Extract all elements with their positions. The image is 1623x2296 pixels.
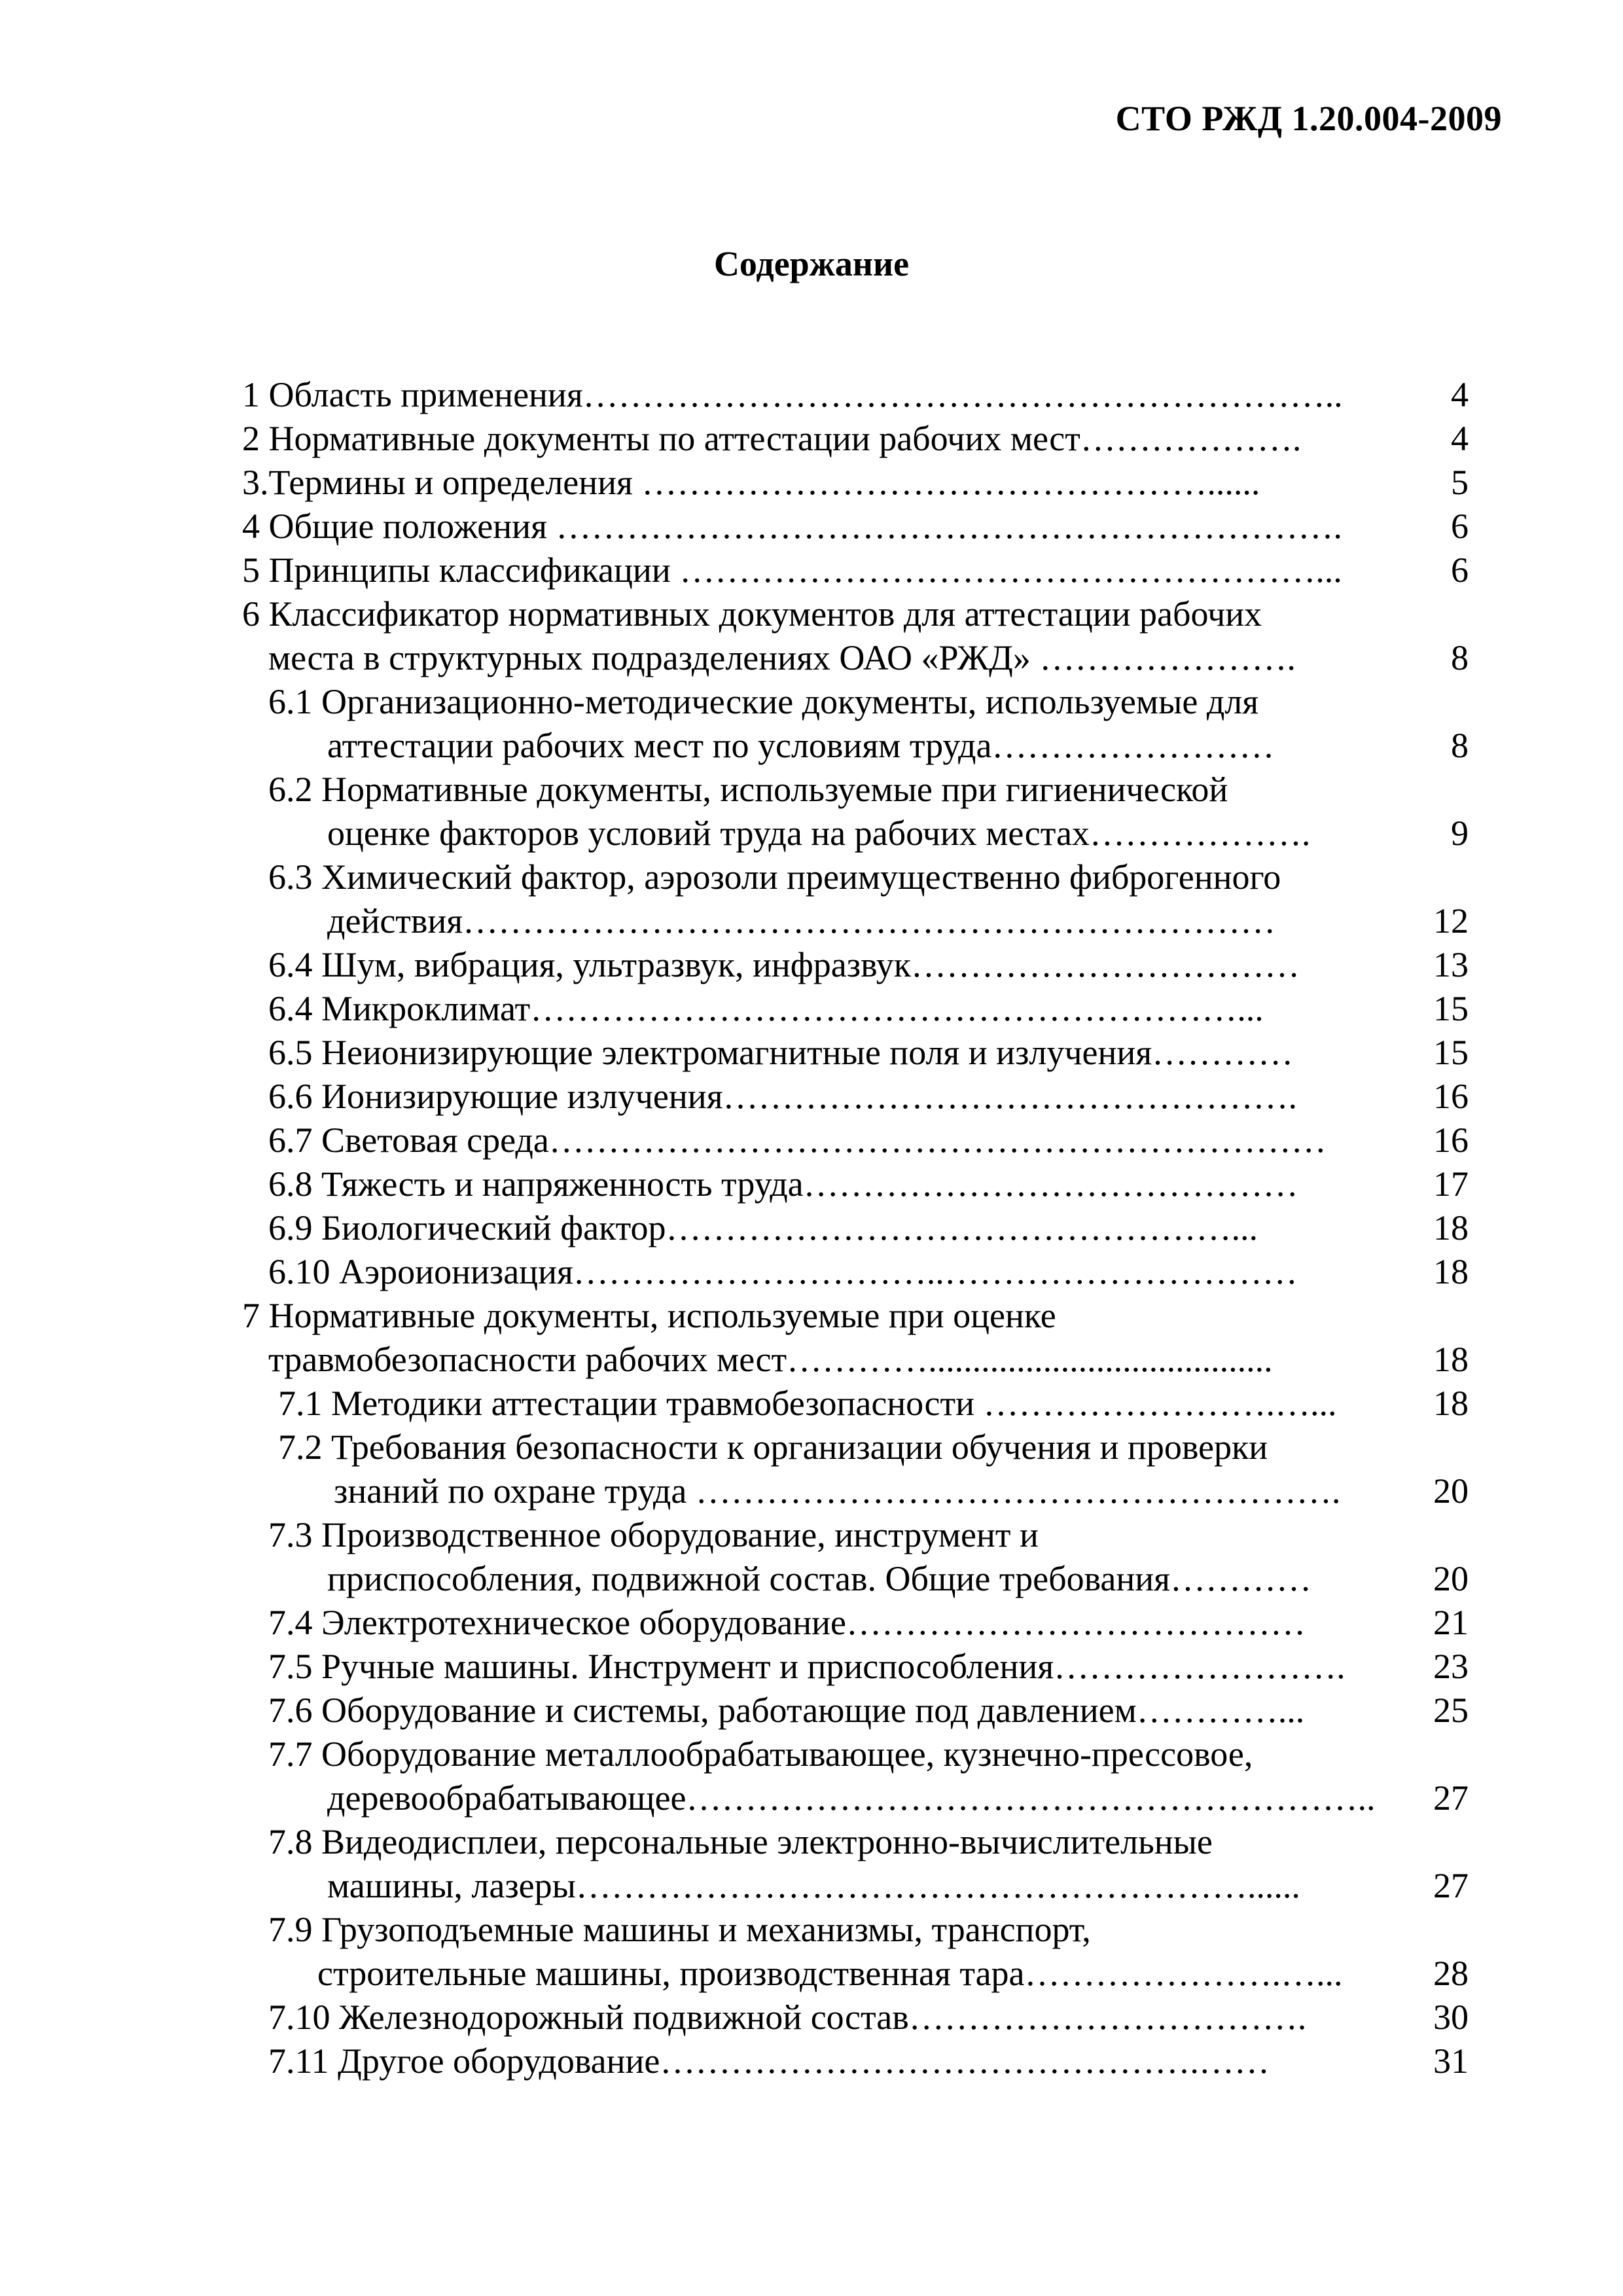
toc-entry-text: 7.6 Оборудование и системы, работающие под давлением…………...	[268, 1691, 1305, 1730]
toc-entry-page: 21	[1433, 1603, 1469, 1642]
toc-entry-text: 6.8 Тяжесть и напряженность труда……………………………………	[268, 1164, 1298, 1204]
toc-entry-text: 5 Принципы классификации ………………………………………………...	[242, 550, 1342, 590]
toc-entry	[0, 812, 1623, 855]
toc-entry	[0, 1075, 1623, 1119]
toc-entry-page: 16	[1433, 1121, 1469, 1160]
toc-entry-text: знаний по охране труда ……………………………………………….	[334, 1471, 1341, 1511]
toc-entry-page: 12	[1433, 901, 1469, 941]
toc-entry	[0, 548, 1623, 592]
toc-entry	[0, 2039, 1623, 2083]
toc-entry	[0, 1206, 1623, 1250]
toc-entry	[0, 1952, 1623, 1996]
toc-entry-page: 4	[1451, 419, 1469, 458]
toc-entry-text: аттестации рабочих мест по условиям труда……………………	[327, 726, 1275, 765]
toc-entry-text: 7.8 Видеодисплеи, персональные электронно-вычислительные	[268, 1822, 1213, 1861]
toc-entry-text: 7 Нормативные документы, используемые при оценке	[242, 1296, 1056, 1335]
toc-entry-text: 3.Термины и определения …………………………………………......	[242, 463, 1260, 502]
toc-entry	[0, 855, 1623, 899]
toc-entry-page: 8	[1451, 726, 1469, 765]
document-code: СТО РЖД 1.20.004-2009	[1115, 99, 1502, 138]
toc-entry	[0, 373, 1623, 417]
toc-entry-text: 6.6 Ионизирующие излучения………………………………………….	[268, 1077, 1298, 1116]
toc-entry-text: 7.2 Требования безопасности к организации обучения и проверки	[278, 1427, 1268, 1467]
toc-entry	[0, 680, 1623, 724]
toc-title: Содержание	[713, 244, 910, 283]
toc-entry	[0, 1338, 1623, 1382]
toc-entry-page: 27	[1433, 1778, 1469, 1818]
toc-entry-page: 18	[1433, 1340, 1469, 1379]
toc-entry-page: 9	[1451, 814, 1469, 853]
toc-entry-page: 4	[1451, 375, 1469, 414]
toc-entry	[0, 724, 1623, 768]
toc-entry-text: действия……………………………………………………………	[327, 901, 1276, 941]
toc-entry-text: 6.5 Неионизирующие электромагнитные поля и излучения…………	[268, 1033, 1294, 1072]
toc-entry-text: 6.9 Биологический фактор…………………………………………...	[268, 1208, 1258, 1247]
toc-entry	[0, 1908, 1623, 1952]
toc-entry	[0, 1294, 1623, 1338]
toc-entry-page: 28	[1433, 1954, 1469, 1993]
toc-entry-page: 18	[1433, 1384, 1469, 1423]
toc-entry	[0, 1250, 1623, 1294]
toc-entry-text: машины, лазеры…………………………………………………......	[327, 1866, 1300, 1905]
toc-entry-text: оценке факторов условий труда на рабочих местах……………….	[327, 814, 1311, 853]
toc-entry	[0, 1601, 1623, 1645]
toc-entry-page: 18	[1433, 1208, 1469, 1247]
toc-entry-text: 6.7 Световая среда…………………………………………………………	[268, 1121, 1327, 1160]
toc-entry-page: 6	[1451, 550, 1469, 590]
toc-entry	[0, 1119, 1623, 1162]
toc-entry-page: 13	[1433, 945, 1469, 984]
toc-entry-page: 17	[1433, 1164, 1469, 1204]
toc-entry-text: 6.10 Аэроионизация…………………………..…………………………	[268, 1252, 1298, 1291]
toc-entry	[0, 1513, 1623, 1557]
toc-entry	[0, 505, 1623, 548]
toc-entry	[0, 1689, 1623, 1732]
toc-entry-page: 18	[1433, 1252, 1469, 1291]
toc-entry-text: 7.7 Оборудование металлообрабатывающее, кузнечно-прессовое,	[268, 1734, 1253, 1774]
toc-entry	[0, 1996, 1623, 2039]
toc-entry	[0, 1732, 1623, 1776]
toc-entry-text: 4 Общие положения ………………………………………………………….	[242, 507, 1342, 546]
toc-entry	[0, 768, 1623, 812]
toc-entry-text: 7.5 Ручные машины. Инструмент и приспособления…………………….	[268, 1647, 1346, 1686]
toc-entry-text: места в структурных подразделениях ОАО «РЖД» ………………….	[268, 638, 1296, 677]
toc-entry-text: деревообрабатывающее…………………………………………………..	[327, 1778, 1376, 1818]
toc-entry-text: 7.10 Железнодорожный подвижной состав…………………………….	[268, 1998, 1307, 2037]
toc-entry-text: 6.2 Нормативные документы, используемые при гигиенической	[268, 770, 1228, 809]
toc-entry-text: 7.4 Электротехническое оборудование…………………………………	[268, 1603, 1306, 1642]
toc-entry-text: 6.4 Микроклимат……………………………………………………...	[268, 989, 1264, 1028]
toc-entry	[0, 417, 1623, 461]
toc-entry-text: 2 Нормативные документы по аттестации рабочих мест……………….	[242, 419, 1302, 458]
toc-entry-page: 25	[1433, 1691, 1469, 1730]
toc-entry	[0, 987, 1623, 1031]
toc-entry-page: 31	[1433, 2041, 1469, 2081]
toc-entry	[0, 1382, 1623, 1426]
toc-entry-page: 5	[1451, 463, 1469, 502]
toc-entry	[0, 943, 1623, 987]
toc-entry	[0, 461, 1623, 505]
toc-entry	[0, 899, 1623, 943]
toc-entry-page: 23	[1433, 1647, 1469, 1686]
toc-entry	[0, 1557, 1623, 1601]
toc-entry	[0, 1426, 1623, 1469]
toc-entry-page: 20	[1433, 1471, 1469, 1511]
toc-entry-page: 6	[1451, 507, 1469, 546]
toc-entry-page: 16	[1433, 1077, 1469, 1116]
toc-entry-page: 27	[1433, 1866, 1469, 1905]
toc-entry-page: 20	[1433, 1559, 1469, 1598]
toc-entry-text: 7.9 Грузоподъемные машины и механизмы, транспорт,	[268, 1910, 1091, 1949]
toc-entry-text: 7.3 Производственное оборудование, инструмент и	[268, 1515, 1039, 1554]
toc-entry-text: 6.3 Химический фактор, аэрозоли преимущественно фиброгенного	[268, 857, 1281, 897]
toc-entry-text: 6.4 Шум, вибрация, ультразвук, инфразвук……………………………	[268, 945, 1300, 984]
toc-entry	[0, 1864, 1623, 1908]
toc-entry	[0, 1820, 1623, 1864]
toc-entry	[0, 1162, 1623, 1206]
toc-entry	[0, 1645, 1623, 1689]
toc-entry-text: 6.1 Организационно-методические документы, используемые для	[268, 682, 1259, 721]
toc-entry-text: 7.11 Другое оборудование……………………………………….……	[268, 2041, 1270, 2081]
toc-entry	[0, 1469, 1623, 1513]
toc-entry-text: приспособления, подвижной состав. Общие требования…………	[327, 1559, 1311, 1598]
toc-entry	[0, 592, 1623, 636]
toc-entry-page: 30	[1433, 1998, 1469, 2037]
toc-entry-page: 8	[1451, 638, 1469, 677]
toc-entry	[0, 1776, 1623, 1820]
toc-entry-text: строительные машины, производственная тара………………….…...	[317, 1954, 1343, 1993]
toc-entry-page: 15	[1433, 1033, 1469, 1072]
toc-entry-text: 6 Классификатор нормативных документов для аттестации рабочих	[242, 594, 1262, 634]
toc-entry-page: 15	[1433, 989, 1469, 1028]
table-of-contents	[0, 373, 1623, 2083]
toc-entry-text: 1 Область применения………………………………………………………..	[242, 375, 1343, 414]
toc-entry-text: травмобезопасности рабочих мест………….......................................	[268, 1340, 1273, 1379]
toc-entry	[0, 1031, 1623, 1075]
toc-entry-text: 7.1 Методики аттестации травмобезопасности …………………….…...	[278, 1384, 1337, 1423]
toc-entry	[0, 636, 1623, 680]
